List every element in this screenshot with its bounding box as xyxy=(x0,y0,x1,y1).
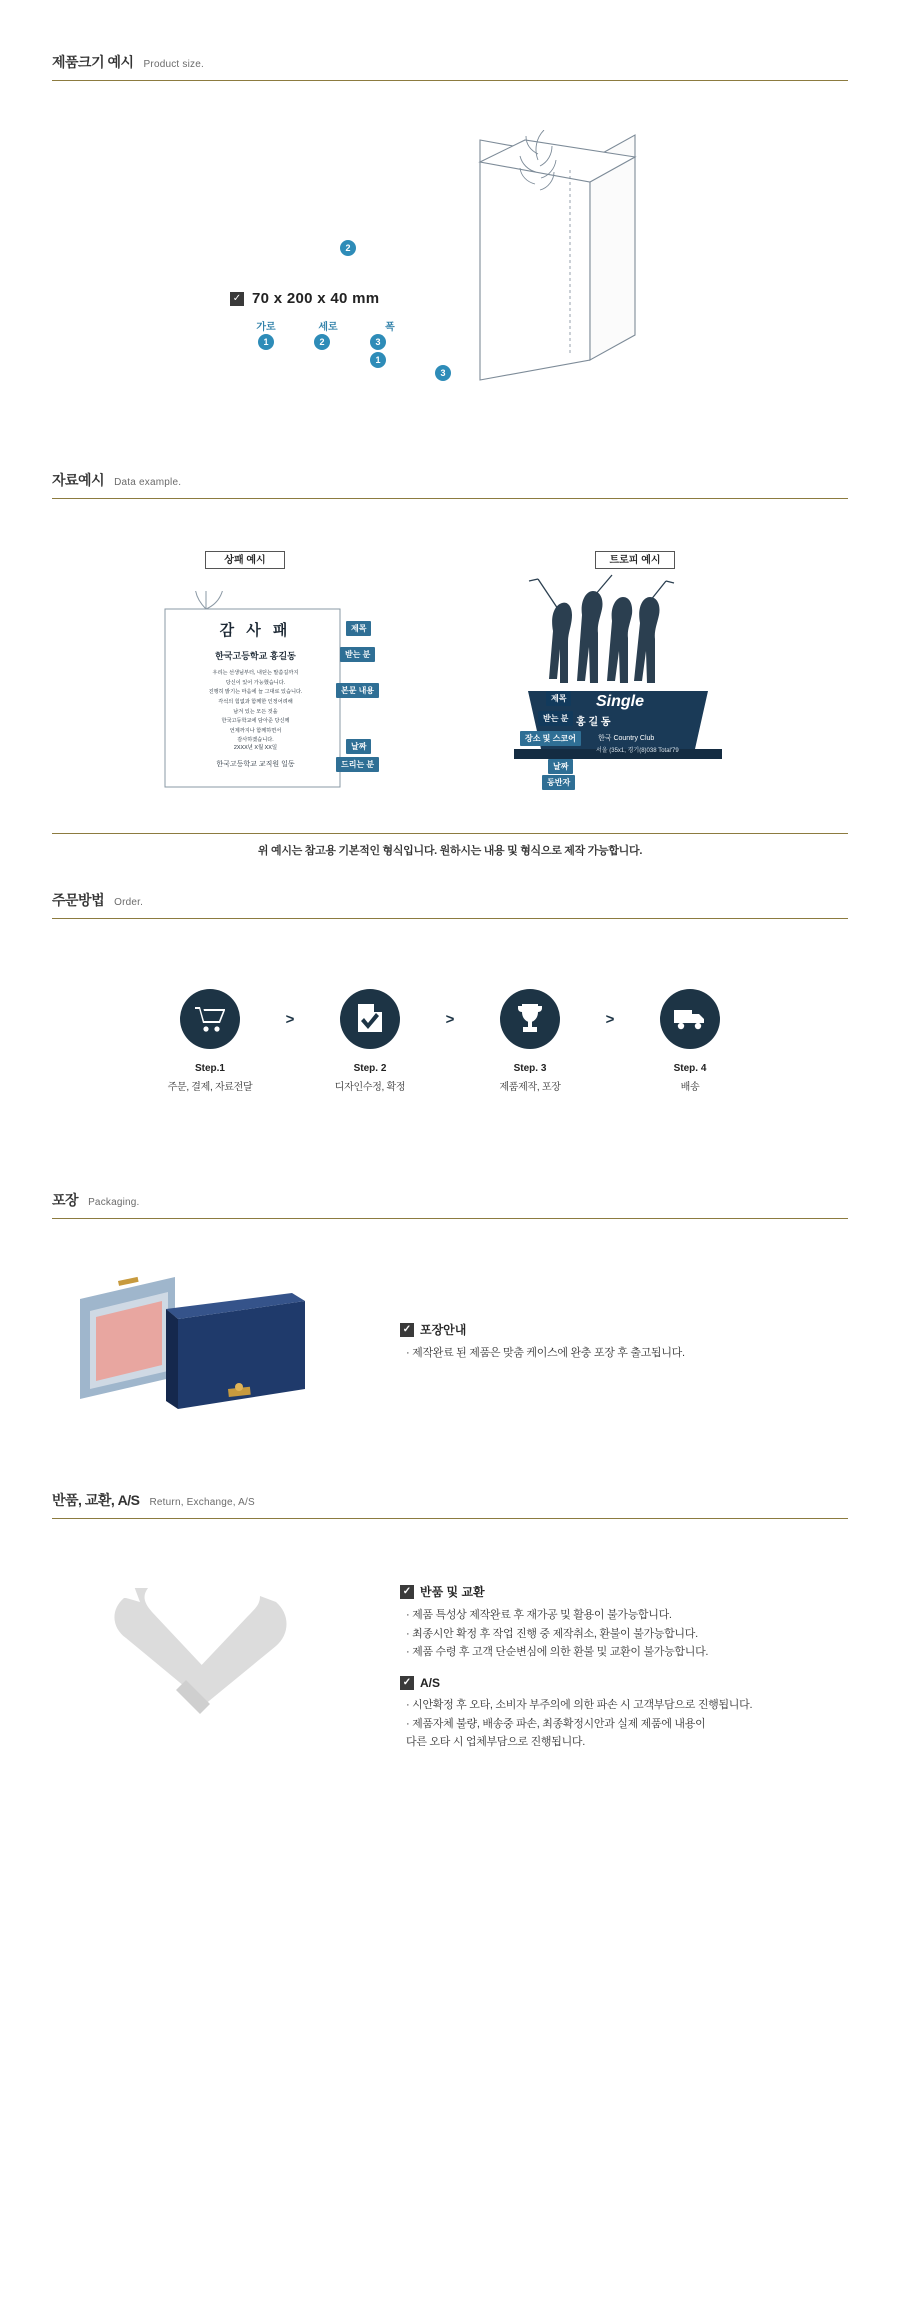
order-steps xyxy=(0,989,900,1093)
return-text xyxy=(400,1559,752,1766)
section-product-size xyxy=(0,0,900,470)
tag-trophy-date: 날짜 xyxy=(548,759,573,774)
section-title-ko: 포장 xyxy=(52,1192,79,1208)
section-title-ko: 제품크기 예시 xyxy=(52,54,134,70)
trophy-address: 서울 (35x1, 경기(8)038 Total'79 xyxy=(596,748,679,754)
section-title-en: Return, Exchange, A/S xyxy=(149,1497,255,1508)
packaging-heading-row xyxy=(400,1321,685,1338)
tag-plaque-receiver: 받는 분 xyxy=(340,647,375,662)
cart-icon-wrap xyxy=(180,989,240,1049)
plaque-body: 우리는 선생님부터, 내딛는 말씀길까지 당신이 있어 가능했습니다. 진행히 밝기는 마음에 늘 그대로 있습니다. 각석의 힘없과 함께한 인정어려해 남겨 있는 모든 것을 한국고등학교에 담아준 당신께 언제까지나 함께하면서 감사하겠습니다. xyxy=(208,670,303,744)
tag-trophy-place-score: 장소 및 스코어 xyxy=(520,731,581,746)
marker-3: 3 xyxy=(370,334,386,350)
packaging-photo xyxy=(0,1259,400,1439)
order-step-label: Step. 3 xyxy=(513,1063,547,1074)
checkbox-icon xyxy=(400,1676,414,1690)
step-arrow-1: > xyxy=(285,1011,295,1028)
checkbox-icon xyxy=(400,1323,414,1337)
size-label-width: 가로 xyxy=(256,322,276,333)
tag-plaque-signature: 드리는 분 xyxy=(336,757,379,772)
example-divider xyxy=(52,833,848,834)
step-arrow-2: > xyxy=(445,1011,455,1028)
plaque-receiver: 한국고등학교 홍길동 xyxy=(215,651,296,661)
section-order xyxy=(0,890,900,1190)
trophy-brand: Single xyxy=(595,693,644,710)
order-step-1 xyxy=(150,989,270,1093)
example-title-plaque: 상패 예시 xyxy=(205,551,285,569)
order-step-label: Step.1 xyxy=(194,1063,225,1074)
as-line: · 제품자체 불량, 배송중 파손, 최종확정시안과 실제 제품에 내용이 xyxy=(406,1717,706,1730)
order-step-2 xyxy=(310,989,430,1093)
tag-trophy-title: 제목 xyxy=(546,691,571,706)
callout-2: 2 xyxy=(340,240,356,256)
callout-1: 1 xyxy=(370,352,386,368)
section-header-data-example xyxy=(52,470,848,499)
section-header-order xyxy=(52,890,848,919)
section-header-packaging xyxy=(52,1190,848,1219)
plaque-signature: 한국고등학교 교직원 일동 xyxy=(216,761,295,768)
checkbox-icon xyxy=(400,1585,414,1599)
step-arrow-3: > xyxy=(605,1011,615,1028)
return-line: · 최종시안 확정 후 작업 진행 중 제작취소, 환불이 불가능합니다. xyxy=(406,1627,698,1640)
return-group-as xyxy=(400,1676,752,1752)
example-caption: 위 예시는 참고용 기본적인 형식입니다. 원하시는 내용 및 형식으로 제작 가능합니다. xyxy=(257,845,643,857)
section-return xyxy=(0,1490,900,1770)
section-data-example xyxy=(0,470,900,890)
tools-illustration xyxy=(0,1559,400,1766)
truck-icon-wrap xyxy=(660,989,720,1049)
example-title-trophy: 트로피 예시 xyxy=(595,551,675,569)
as-line: · 시안확정 후 오타, 소비자 부주의에 의한 파손 시 고객부담으로 진행됩니다. xyxy=(406,1699,753,1712)
tag-trophy-members: 동반자 xyxy=(542,775,575,790)
wrench-screwdriver-icon xyxy=(90,1588,310,1738)
marker-2: 2 xyxy=(314,334,330,350)
packaging-text xyxy=(400,1259,685,1439)
truck-icon xyxy=(674,1007,706,1031)
tag-plaque-body: 본문 내용 xyxy=(336,683,379,698)
size-label-group xyxy=(230,290,379,307)
marker-1: 1 xyxy=(258,334,274,350)
return-group-exchange xyxy=(400,1583,752,1662)
order-step-desc: 주문, 결제, 자료전달 xyxy=(167,1082,253,1093)
section-title-en: Packaging. xyxy=(88,1197,140,1208)
return-line: · 제품 특성상 제작완료 후 재가공 및 활용이 불가능합니다. xyxy=(406,1609,672,1621)
tag-trophy-receiver: 받는 분 xyxy=(538,711,573,726)
trophy-icon xyxy=(516,1004,544,1034)
packaging-line-1: · 제작완료 된 제품은 맞춤 케이스에 완충 포장 후 출고됩니다. xyxy=(406,1347,685,1359)
order-step-4 xyxy=(630,989,750,1093)
section-title-en: Order. xyxy=(114,897,144,908)
size-dimension-markers xyxy=(252,334,386,350)
tag-plaque-date: 날짜 xyxy=(346,739,371,754)
size-label-height: 세로 xyxy=(318,322,338,333)
check-document-icon xyxy=(356,1004,384,1034)
as-heading: A/S xyxy=(420,1676,441,1691)
return-heading: 반품 및 교환 xyxy=(420,1585,485,1599)
section-title-ko: 반품, 교환, A/S xyxy=(52,1492,140,1508)
as-line: 다른 오타 시 업체부담으로 진행됩니다. xyxy=(406,1736,585,1749)
trophy-icon-wrap xyxy=(500,989,560,1049)
example-illustrations xyxy=(0,533,900,833)
section-title-ko: 자료예시 xyxy=(52,472,105,488)
section-header-return xyxy=(52,1490,848,1519)
section-header-product-size xyxy=(52,52,848,81)
trophy-date: 2XXX년 X월 XX일 xyxy=(602,764,651,770)
packaging-row xyxy=(0,1259,900,1439)
as-heading-row xyxy=(400,1676,752,1690)
section-packaging xyxy=(0,1190,900,1490)
cart-icon xyxy=(195,1005,225,1033)
packaging-box-illustration xyxy=(60,1259,340,1439)
return-row xyxy=(0,1559,900,1766)
product-box-illustration xyxy=(345,130,700,405)
plaque-title: 감 사 패 xyxy=(219,622,292,639)
section-title-en: Data example. xyxy=(114,477,182,488)
order-step-desc: 배송 xyxy=(680,1082,700,1093)
trophy-illustration xyxy=(490,573,750,787)
check-document-icon-wrap xyxy=(340,989,400,1049)
callout-3: 3 xyxy=(435,365,451,381)
return-line: · 제품 수령 후 고객 단순변심에 의한 환불 및 교환이 불가능합니다. xyxy=(406,1646,709,1659)
return-heading-row xyxy=(400,1583,752,1600)
plaque-illustration xyxy=(150,591,390,796)
order-step-label: Step. 2 xyxy=(353,1063,387,1074)
trophy-name: 홍 길 동 xyxy=(576,717,611,728)
order-step-desc: 제품제작, 포장 xyxy=(499,1082,561,1093)
size-value: 70 x 200 x 40 mm xyxy=(252,290,380,307)
packaging-heading: 포장안내 xyxy=(420,1323,467,1337)
order-step-3 xyxy=(470,989,590,1093)
order-step-desc: 디자인수정, 확정 xyxy=(334,1082,406,1093)
section-title-ko: 주문방법 xyxy=(52,892,105,908)
size-dimension-labels xyxy=(252,318,404,333)
trophy-members: 김 철 수 · 박 영 희 · 최 민 수 xyxy=(594,780,667,786)
golfer-figures-icon xyxy=(549,591,660,683)
plaque-date: 2XXX년 X월 XX일 xyxy=(233,745,278,751)
trophy-club: 한국 Country Club xyxy=(598,735,655,742)
section-title-en: Product size. xyxy=(143,59,204,70)
tag-plaque-title: 제목 xyxy=(346,621,371,636)
box-svg xyxy=(430,130,700,400)
size-label-depth: 폭 xyxy=(385,322,395,333)
order-step-label: Step. 4 xyxy=(673,1063,707,1074)
checkbox-icon xyxy=(230,292,244,306)
leaf-icon xyxy=(195,591,223,609)
